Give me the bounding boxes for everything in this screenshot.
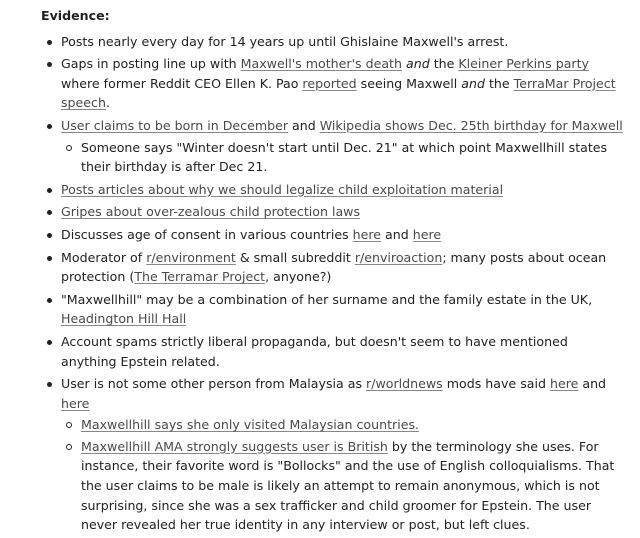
legalize-articles-link[interactable]: Posts articles about why we should legalize child exploitation material xyxy=(61,181,504,197)
wikipedia-birthday-link[interactable]: Wikipedia shows Dec. 25th birthday for Maxwell xyxy=(319,117,623,133)
age-of-consent-link-2[interactable]: here xyxy=(412,226,442,242)
item-text: Posts nearly every day for 14 years up until Ghislaine Maxwell's arrest. xyxy=(61,33,509,49)
emphasis-text: and xyxy=(461,75,485,91)
item-text: . xyxy=(105,95,110,111)
item-text: Moderator of xyxy=(61,249,147,265)
sub-list-item xyxy=(61,437,626,535)
list-item xyxy=(41,290,626,329)
item-text: and xyxy=(288,117,320,133)
item-text: User is not some other person from Malaysia as xyxy=(61,376,367,392)
terramar-speech-link[interactable]: TerraMar Project speech xyxy=(61,75,616,111)
mods-statement-link-1[interactable]: here xyxy=(549,376,579,392)
item-text: the xyxy=(429,56,459,72)
evidence-list xyxy=(41,32,626,535)
malaysian-countries-link[interactable]: Maxwellhill says she only visited Malaysian countries. xyxy=(81,417,420,433)
headington-hill-hall-link[interactable]: Headington Hill Hall xyxy=(61,311,187,327)
emphasis-text: and xyxy=(406,56,430,72)
list-item xyxy=(41,225,626,245)
sub-list-item xyxy=(61,415,626,435)
r-worldnews-link[interactable]: r/worldnews xyxy=(366,376,443,392)
evidence-heading: Evidence: xyxy=(41,8,110,23)
r-enviroaction-link[interactable]: r/enviroaction xyxy=(354,249,443,265)
list-item xyxy=(41,180,626,200)
item-text: Gaps in posting line up with xyxy=(61,56,241,72)
mods-statement-link-2[interactable]: here xyxy=(61,395,90,411)
item-text: Someone says "Winter doesn't start until Dec. 21" at which point Maxwellhill states their birthday is after Dec 21. xyxy=(81,139,608,175)
item-text: ; many posts about ocean protection ( xyxy=(61,249,607,285)
sub-list xyxy=(61,415,626,535)
list-item xyxy=(41,32,626,52)
item-text: where former Reddit CEO Ellen K. Pao xyxy=(61,75,303,91)
ama-british-link[interactable]: Maxwellhill AMA strongly suggests user is British xyxy=(81,438,388,454)
kleiner-perkins-party-link[interactable]: Kleiner Perkins party xyxy=(458,56,589,72)
list-item xyxy=(41,248,626,287)
item-text: , anyone?) xyxy=(265,269,332,285)
list-item xyxy=(41,374,626,535)
item-text: mods have said xyxy=(442,376,550,392)
item-text: seeing Maxwell xyxy=(356,75,462,91)
list-item xyxy=(41,54,626,113)
child-protection-gripes-link[interactable]: Gripes about over-zealous child protection laws xyxy=(61,204,361,220)
list-item xyxy=(41,116,626,177)
item-text: Account spams strictly liberal propaganda, but doesn't seem to have mentioned anything Epstein related. xyxy=(61,333,568,369)
sub-list-item xyxy=(61,138,626,177)
terramar-project-link[interactable]: The Terramar Project xyxy=(134,269,266,285)
list-item xyxy=(41,202,626,222)
item-text: "Maxwellhill" may be a combination of her surname and the family estate in the UK, xyxy=(61,291,593,307)
item-text: and xyxy=(381,226,413,242)
sub-list xyxy=(61,138,626,177)
item-text: Discusses age of consent in various countries xyxy=(61,226,353,242)
december-birth-claim-link[interactable]: User claims to be born in December xyxy=(61,117,289,133)
list-item xyxy=(41,332,626,371)
evidence-section xyxy=(41,6,626,538)
age-of-consent-link-1[interactable]: here xyxy=(352,226,382,242)
item-text: and xyxy=(578,376,607,392)
item-text: the xyxy=(484,75,514,91)
item-text: by the terminology she uses. For instance, their favorite word is "Bollocks" and the use of English colloquialisms. That the user claims to be male is likely an attempt to remain anonymous, which is not surprising, since she was a sex trafficker and child groomer for Epstein. The user never revealed her true identity in any interview or post, but left clues. xyxy=(81,438,615,533)
reported-link[interactable]: reported xyxy=(302,75,357,91)
maxwells-mothers-death-link[interactable]: Maxwell's mother's death xyxy=(240,56,402,72)
r-environment-link[interactable]: r/environment xyxy=(146,249,236,265)
item-text: & small subreddit xyxy=(235,249,355,265)
